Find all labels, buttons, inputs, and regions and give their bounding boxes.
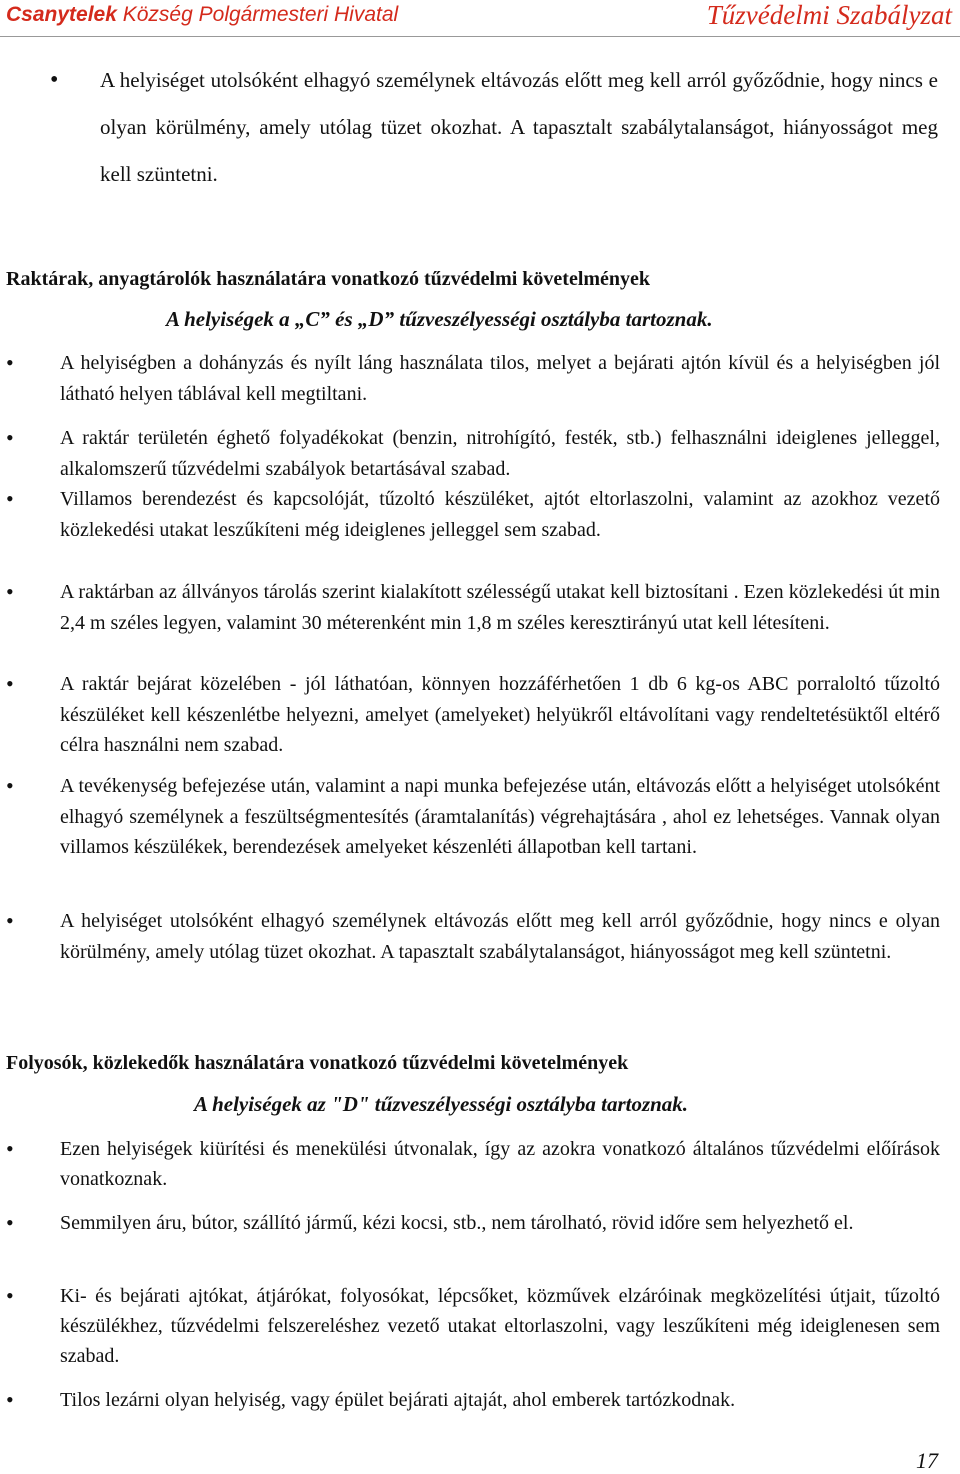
section1-subheading: A helyiségek a „C” és „D” tűzveszélyességi osztályba tartoznak. bbox=[166, 307, 713, 331]
page-number: 17 bbox=[916, 1448, 938, 1473]
section2-heading: Folyosók, közlekedők használatára vonatkozó tűzvédelmi követelmények bbox=[6, 1052, 629, 1074]
section1-item-7: • A helyiséget utolsóként elhagyó személynek eltávozás előtt meg kell arról győződnie, hogy nincs e olyan körülmény, amely utólag tüzet okozhat. A tapasztalt szabálytalanságot, hiányosságot meg kell szüntetni. bbox=[60, 906, 940, 967]
section1-item-4: • A raktárban az állványos tárolás szerint kialakított szélességű utakat kell biztosítani . Ezen közlekedési út min 2,4 m széles legyen, valamint 30 méterenként min 1,8 m széles keresztirányú utat kell létesíteni. bbox=[60, 577, 940, 638]
organization-name-rest: Község Polgármesteri Hivatal bbox=[122, 3, 399, 26]
section1-item-3: • Villamos berendezést és kapcsolóját, tűzoltó készüléket, ajtót eltorlaszolni, valamint az azokhoz vezető közlekedési utakat leszűkíteni még ideiglenes jelleggel sem szabad. bbox=[60, 484, 940, 545]
section2-subheading: A helyiségek az "D" tűzveszélyességi osztályba tartoznak. bbox=[194, 1092, 689, 1116]
page-header bbox=[0, 0, 960, 36]
section1-item-6: • A tevékenység befejezése után, valamint a napi munka befejezése után, eltávozás előtt a helyiséget utolsóként elhagyó személynek a feszültségmentesítés (áramtalanítás) végrehajtására , ahol ez lehetséges. Vannak olyan villamos készülékek, berendezések amelyeket készenléti állapotban kell tartani. bbox=[60, 771, 940, 863]
organization-name bbox=[6, 3, 398, 27]
organization-name-bold: Csanytelek bbox=[6, 3, 117, 26]
section1-item-1: • A helyiségben a dohányzás és nyílt láng használata tilos, melyet a bejárati ajtón kívül és a helyiségben jól látható helyen táblával kell megtiltani. bbox=[60, 348, 940, 409]
section1-heading: Raktárak, anyagtárolók használatára vonatkozó tűzvédelmi követelmények bbox=[6, 268, 651, 290]
section2-item-3: • Ki- és bejárati ajtókat, átjárókat, folyosókat, lépcsőket, közművek elzáróinak megközelítési útjait, tűzoltó készülékhez, tűzvédelmi felszereléshez vezető utakat eltorlaszolni, vagy leszűkíteni még ideiglenesen sem szabad. bbox=[60, 1281, 940, 1371]
section2-item-2: • Semmilyen áru, bútor, szállító jármű, kézi kocsi, stb., nem tárolható, rövid időre sem helyezhető el. bbox=[60, 1208, 940, 1238]
section2-item-1: • Ezen helyiségek kiürítési és menekülési útvonalak, így az azokra vonatkozó általános tűzvédelmi előírások vonatkoznak. bbox=[60, 1134, 940, 1194]
document-title: Tűzvédelmi Szabályzat bbox=[706, 0, 952, 30]
section2-item-4: • Tilos lezárni olyan helyiség, vagy épület bejárati ajtaját, ahol emberek tartózkodnak. bbox=[60, 1385, 940, 1415]
intro-list-item: • A helyiséget utolsóként elhagyó személynek eltávozás előtt meg kell arról győződnie, hogy nincs e olyan körülmény, amely utólag tüzet okozhat. A tapasztalt szabálytalanságot, hiányosságot meg kell szüntetni. bbox=[100, 57, 938, 198]
section1-item-5: • A raktár bejárat közelében - jól láthatóan, könnyen hozzáférhetően 1 db 6 kg-os ABC porraloltó tűzoltó készüléket kell készenlétbe helyezni, amelyet (amelyeket) helyükről eltávolítani vagy rendeltetésüktől eltérő célra használni nem szabad. bbox=[60, 669, 940, 761]
header-divider bbox=[0, 36, 960, 37]
section1-item-2: • A raktár területén éghető folyadékokat (benzin, nitrohígító, festék, stb.) felhasználni ideiglenes jelleggel, alkalomszerű tűzvédelmi szabályok betartásával szabad. bbox=[60, 423, 940, 484]
